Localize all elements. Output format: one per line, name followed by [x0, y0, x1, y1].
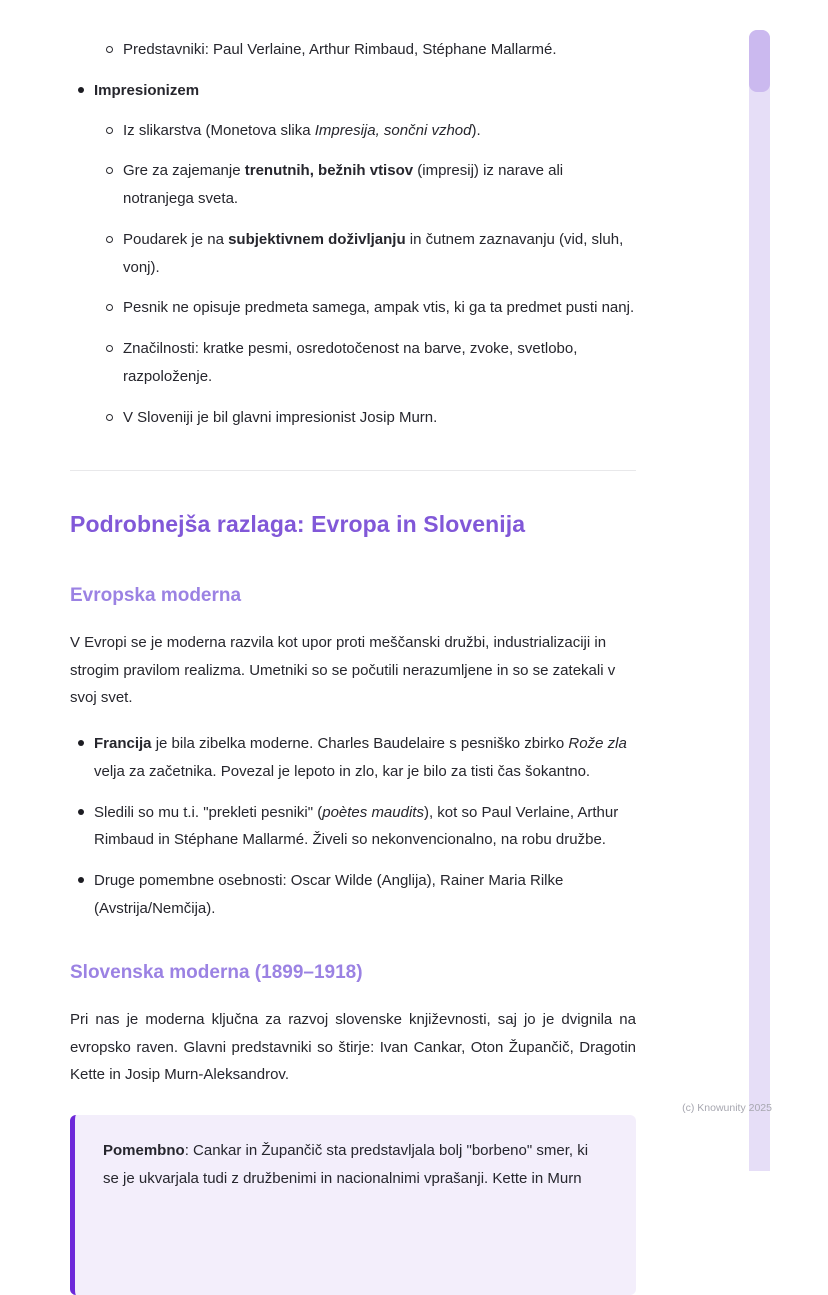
list-item	[70, 867, 636, 923]
bullet-icon	[78, 877, 84, 883]
impressionism-term: Impresionizem	[94, 81, 200, 99]
list-item	[106, 335, 636, 391]
subsection-heading-slovenska-moderna: Slovenska moderna (1899–1918)	[70, 961, 363, 983]
scrollbar-track[interactable]	[749, 30, 770, 1171]
evropska-moderna-list	[70, 730, 636, 923]
section-heading: Podrobnejša razlaga: Evropa in Slovenija	[70, 511, 526, 538]
list-item	[106, 36, 636, 64]
circle-bullet-icon	[106, 46, 113, 53]
scrollbar-thumb[interactable]	[749, 30, 770, 92]
circle-bullet-icon	[106, 414, 113, 421]
list-item	[106, 226, 636, 282]
bullet-marker	[70, 730, 94, 746]
impressionism-sub-list	[106, 117, 636, 432]
important-callout	[70, 1115, 636, 1295]
paragraph-slovenska-moderna: Pri nas je moderna ključna za razvoj slovenske književnosti, saj jo je dvignila na evropsko raven. Glavni predstavniki so štirje: Ivan Cankar, Oton Župančič, Dragotin Kette in Josip Murn-Aleksandrov.	[70, 1010, 636, 1084]
bullet-icon	[78, 87, 84, 93]
list-item-text: Poudarek je na subjektivnem doživljanju in čutnem zaznavanju (vid, sluh, vonj).	[123, 230, 624, 276]
list-item-text: Francija je bila zibelka moderne. Charles Baudelaire s pesniško zbirko Rože zla velja za začetnika. Povezal je lepoto in zlo, kar je bilo za tisti čas šokantno.	[94, 735, 627, 780]
list-item-text: Pesnik ne opisuje predmeta samega, ampak vtis, ki ga ta predmet pusti nanj.	[123, 299, 635, 317]
list-item-text: Gre za zajemanje trenutnih, bežnih vtisov (impresij) iz narave ali notranjega sveta.	[123, 162, 564, 207]
impressionism-list	[70, 77, 636, 445]
list-item-text: Predstavniki: Paul Verlaine, Arthur Rimbaud, Stéphane Mallarmé.	[123, 41, 557, 58]
list-item-text: Značilnosti: kratke pesmi, osredotočenost na barve, zvoke, svetlobo, razpoloženje.	[123, 340, 578, 385]
list-item-text: Druge pomembne osebnosti: Oscar Wilde (Anglija), Rainer Maria Rilke (Avstrija/Nemčija).	[94, 872, 564, 917]
bullet-marker	[106, 335, 123, 352]
list-item	[106, 157, 636, 213]
circle-bullet-icon	[106, 304, 113, 311]
bullet-marker	[106, 117, 123, 134]
list-item	[70, 799, 636, 855]
bullet-marker	[106, 36, 123, 53]
bullet-marker	[106, 294, 123, 311]
circle-bullet-icon	[106, 345, 113, 352]
list-item	[106, 294, 636, 322]
list-item-text: Iz slikarstva (Monetova slika Impresija, sončni vzhod).	[123, 121, 481, 139]
paragraph-evropska-moderna: V Evropi se je moderna razvila kot upor proti meščanski družbi, industrializaciji in strogim pravilom realizma. Umetniki so se počutili nerazumljene in so se zatekali v svoj svet.	[70, 633, 616, 707]
list-item	[70, 730, 636, 786]
bullet-marker	[70, 867, 94, 883]
bullet-icon	[78, 809, 84, 815]
list-item	[106, 117, 636, 145]
circle-bullet-icon	[106, 236, 113, 243]
bullet-marker	[106, 226, 123, 243]
list-item	[106, 404, 636, 432]
list-item-text: Sledili so mu t.i. "prekleti pesniki" (poètes maudits), kot so Paul Verlaine, Arthur Rimbaud in Stéphane Mallarmé. Živeli so nekonvencionalno, na robu družbe.	[94, 803, 619, 849]
bullet-marker	[106, 157, 123, 174]
list-item	[70, 77, 636, 445]
list-item-text: V Sloveniji je bil glavni impresionist Josip Murn.	[123, 408, 438, 426]
bullet-marker	[106, 404, 123, 421]
circle-bullet-icon	[106, 167, 113, 174]
section-divider	[70, 470, 636, 471]
representatives-list	[106, 36, 636, 64]
bullet-marker	[70, 77, 94, 93]
note-content	[70, 36, 636, 1295]
subsection-heading-evropska-moderna: Evropska moderna	[70, 584, 242, 606]
bullet-icon	[78, 740, 84, 746]
circle-bullet-icon	[106, 127, 113, 134]
bullet-marker	[70, 799, 94, 815]
copyright-notice: (c) Knowunity 2025	[682, 1102, 772, 1114]
callout-text: Pomembno: Cankar in Župančič sta predstavljala bolj "borbeno" smer, ki se je ukvarjala tudi z družbenimi in nacionalnimi vprašanji. Kette in Murn	[103, 1142, 589, 1187]
